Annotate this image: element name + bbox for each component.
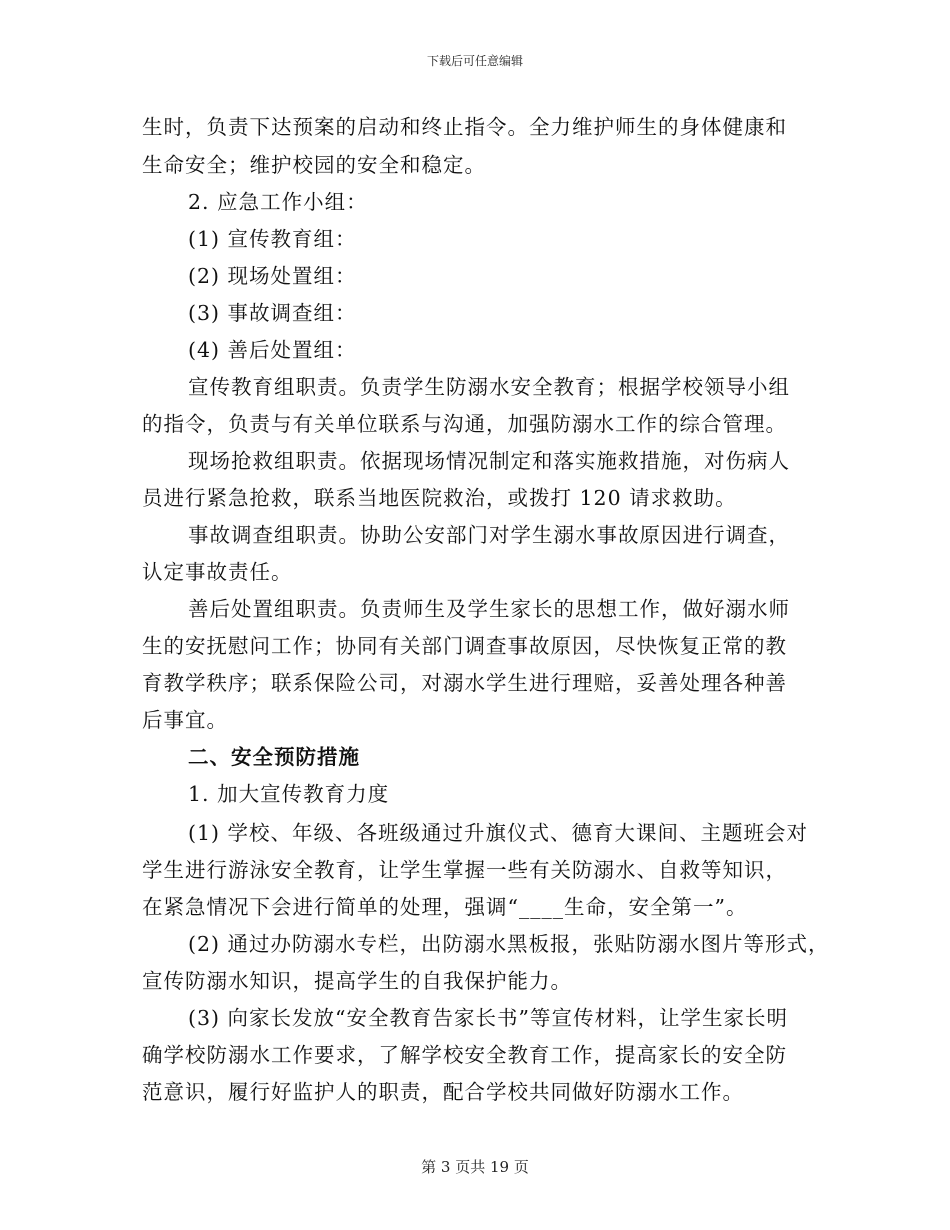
paragraph-line: 学生进行游泳安全教育，让学生掌握一些有关防溺水、自救等知识， — [142, 858, 787, 882]
paragraph-line: 现场抢救组职责。依据现场情况制定和落实施救措施，对伤病人 — [188, 449, 790, 473]
paragraph-line: 的指令，负责与有关单位联系与沟通，加强防溺水工作的综合管理。 — [142, 412, 787, 436]
list-item: (1) 宣传教育组： — [188, 227, 357, 251]
list-item: (4) 善后处置组： — [188, 338, 357, 362]
paragraph-line: (3) 向家长发放“安全教育告家长书”等宣传材料，让学生家长明 — [188, 1006, 789, 1030]
paragraph-line: 宣传教育组职责。负责学生防溺水安全教育；根据学校领导小组 — [188, 375, 790, 399]
paragraph-line: 事故调查组职责。协助公安部门对学生溺水事故原因进行调查， — [188, 523, 790, 547]
paragraph-line: 生的安抚慰问工作；协同有关部门调查事故原因，尽快恢复正常的教 — [142, 634, 787, 658]
paragraph-line: 后事宜。 — [142, 708, 228, 732]
paragraph-line: 宣传防溺水知识，提高学生的自我保护能力。 — [142, 969, 572, 993]
list-item: (3) 事故调查组： — [188, 301, 357, 325]
paragraph-line: 在紧急情况下会进行简单的处理，强调“____生命，安全第一”。 — [142, 895, 748, 919]
page-number: 第 3 页共 19 页 — [421, 1158, 529, 1176]
paragraph-line: 育教学秩序；联系保险公司，对溺水学生进行理赔，妥善处理各种善 — [142, 671, 787, 695]
page-header: 下载后可任意编辑 — [426, 54, 523, 68]
paragraph-line: 生时，负责下达预案的启动和终止指令。全力维护师生的身体健康和 — [142, 115, 787, 139]
paragraph-line: 善后处置组职责。负责师生及学生家长的思想工作，做好溺水师 — [188, 597, 790, 621]
list-item: 2. 应急工作小组： — [188, 190, 368, 214]
paragraph-line: (2) 通过办防溺水专栏，出防溺水黑板报，张贴防溺水图片等形式， — [188, 932, 830, 956]
paragraph-line: 员进行紧急抢救，联系当地医院救治，或拨打 120 请求救助。 — [142, 486, 737, 510]
section-heading: 二、安全预防措施 — [188, 745, 360, 769]
paragraph-line: 认定事故责任。 — [142, 560, 293, 584]
paragraph-line: 生命安全；维护校园的安全和稳定。 — [142, 153, 486, 177]
paragraph-line: (1) 学校、年级、各班级通过升旗仪式、德育大课间、主题班会对 — [188, 821, 809, 845]
paragraph-line: 范意识，履行好监护人的职责，配合学校共同做好防溺水工作。 — [142, 1080, 744, 1104]
list-item: (2) 现场处置组： — [188, 264, 357, 288]
paragraph-line: 确学校防溺水工作要求，了解学校安全教育工作，提高家长的安全防 — [142, 1043, 787, 1067]
subsection-heading: 1. 加大宣传教育力度 — [188, 782, 390, 806]
